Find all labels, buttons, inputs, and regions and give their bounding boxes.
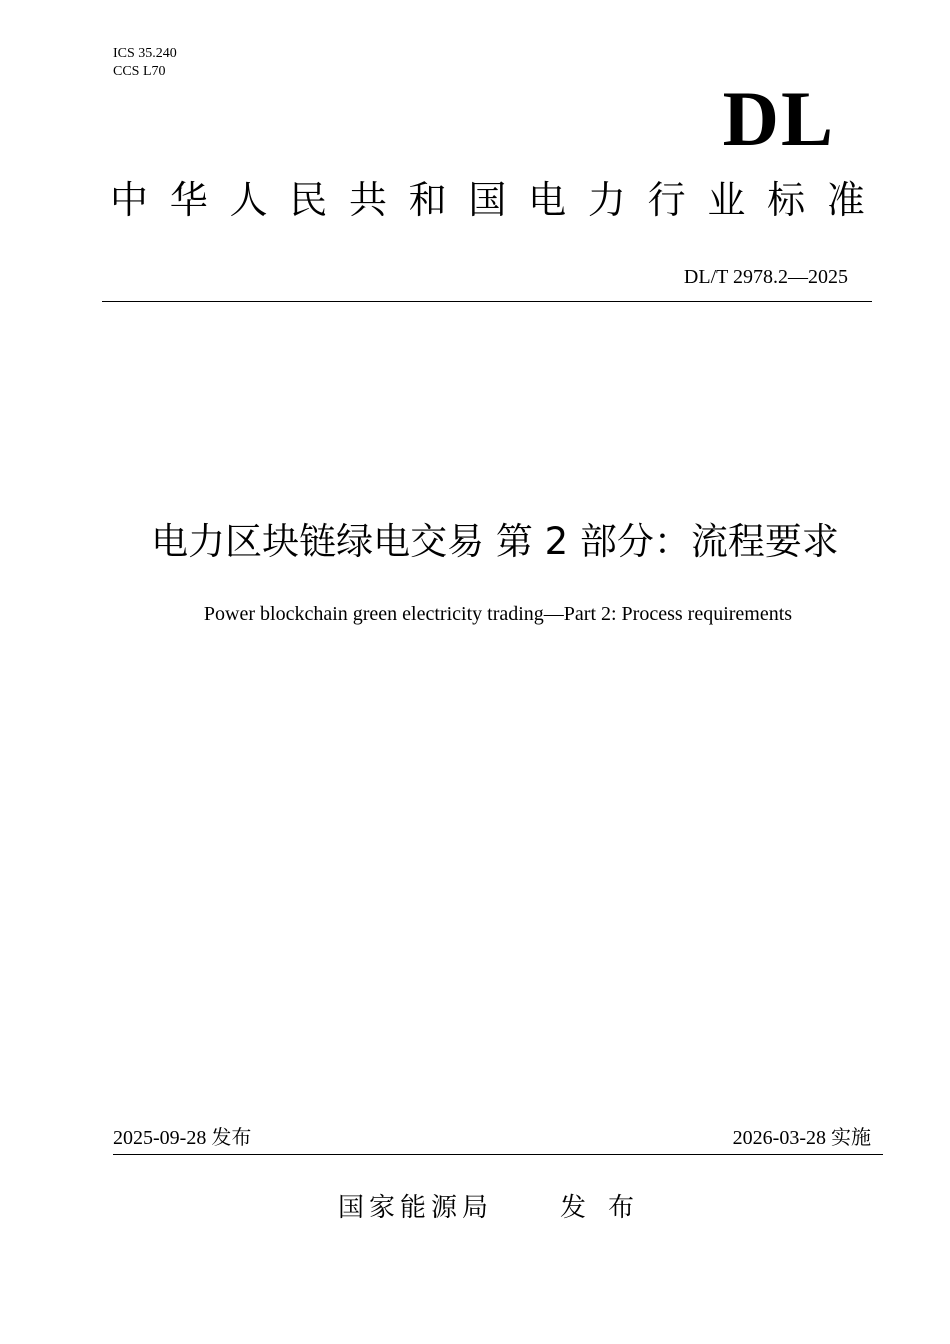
document-title-chinese: 电力区块链绿电交易 第 2 部分：流程要求 — [151, 520, 839, 563]
standard-category-name — [110, 174, 865, 226]
standard-name-char: 人 — [229, 178, 268, 222]
standard-mark-logo: DL — [722, 75, 835, 162]
standard-name-char: 行 — [647, 178, 686, 222]
standard-name-char: 中 — [110, 178, 149, 222]
standard-name-char: 力 — [587, 178, 626, 222]
classification-codes — [113, 45, 177, 81]
issue-date: 2025-09-28 发布 — [113, 1127, 252, 1149]
standard-code: DL/T 2978.2—2025 — [683, 266, 848, 288]
implementation-date: 2026-03-28 实施 — [732, 1127, 871, 1149]
ics-code: ICS 35.240 — [113, 46, 177, 61]
footer-divider — [113, 1154, 883, 1155]
standard-name-char: 国 — [468, 178, 507, 222]
ccs-code: CCS L70 — [113, 64, 166, 79]
standard-name-char: 共 — [348, 178, 387, 222]
standard-name-char: 电 — [528, 178, 567, 222]
standard-name-char: 民 — [289, 178, 328, 222]
standard-name-char: 准 — [826, 178, 865, 222]
standard-name-char: 业 — [707, 178, 746, 222]
standard-name-char: 华 — [169, 178, 208, 222]
standard-name-char: 标 — [767, 178, 806, 222]
publisher-name: 国家能源局 — [338, 1193, 494, 1223]
standard-name-char: 和 — [408, 178, 447, 222]
publish-label: 发布 — [560, 1193, 657, 1223]
header-divider — [102, 301, 872, 302]
document-title-english: Power blockchain green electricity trading—Part 2: Process requirements — [203, 603, 793, 625]
